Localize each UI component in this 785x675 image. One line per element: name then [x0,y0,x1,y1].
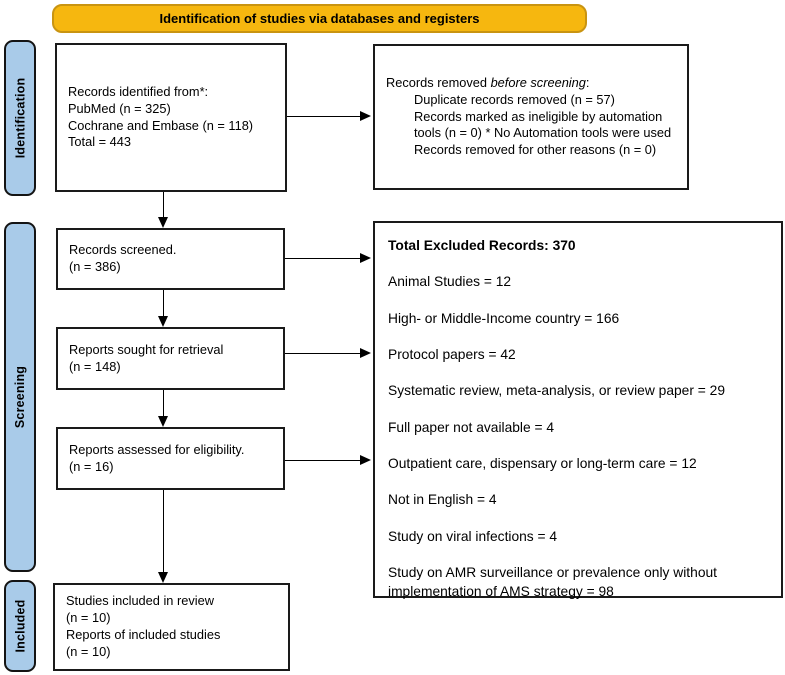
arrow-identified-to-screened-line [163,192,164,218]
box-records-identified-line: Records identified from*: [68,83,209,99]
sidebar-stage-included [4,580,36,672]
box-records-identified-line: Total = 443 [68,134,131,150]
arrow-identified-to-removed-line [287,116,361,117]
box-reports-sought-line: (n = 148) [69,358,121,374]
box-records-identified [55,43,287,192]
excluded-reason: Study on viral infections = 4 [388,528,558,544]
arrow-sought-to-assessed-line [163,390,164,417]
box-studies-included-line: Reports of included studies [66,627,221,642]
excluded-reason: Systematic review, meta-analysis, or review paper = 29 [388,383,726,399]
arrow-assessed-to-included-head [158,572,168,583]
box-studies-included [53,583,290,671]
excluded-reason: Outpatient care, dispensary or long-term care = 12 [388,455,697,471]
box-reports-assessed [56,427,285,490]
arrow-assessed-to-excluded-head [360,455,371,465]
arrow-sought-to-excluded-head [360,348,371,358]
excluded-reason: Not in English = 4 [388,492,497,508]
box-reports-sought-line: Reports sought for retrieval [69,341,224,357]
arrow-sought-to-assessed-head [158,416,168,427]
excluded-reason: Protocol papers = 42 [388,346,516,362]
banner-identification-of-studies [52,4,587,33]
sidebar-stage-screening-label: Screening [13,365,27,429]
box-records-screened [56,228,285,290]
excluded-reason: Study on AMR surveillance or prevalence only without implementation of AMS strategy = 98 [388,564,717,600]
box-reports-sought [56,327,285,390]
box-reports-assessed-line: Reports assessed for eligibility. [69,441,245,457]
sidebar-stage-included-label: Included [13,599,27,653]
sidebar-stage-identification-label: Identification [13,77,28,159]
records-removed-reason: Records marked as ineligible by automation tools (n = 0) * No Automation tools were used [414,108,672,141]
box-records-identified-line: Cochrane and Embase (n = 118) [68,117,254,133]
records-removed-intro-italic: before screening [490,74,586,90]
records-removed-reason: Records removed for other reasons (n = 0) [414,142,657,158]
sidebar-stage-screening [4,222,36,572]
box-records-screened-line: (n = 386) [69,259,121,274]
box-records-identified-line: PubMed (n = 325) [68,100,171,116]
box-studies-included-line: Studies included in review [66,593,214,609]
arrow-sought-to-excluded-line [285,353,361,354]
box-total-excluded [373,221,783,598]
arrow-assessed-to-excluded-line [285,460,361,461]
box-records-removed [373,44,689,190]
arrow-screened-to-excluded-line [285,258,361,259]
records-removed-reason: Duplicate records removed (n = 57) [414,91,615,107]
excluded-reason: Full paper not available = 4 [388,419,555,435]
records-removed-intro-suffix: : [585,74,590,90]
box-studies-included-line: (n = 10) [66,643,111,659]
arrow-identified-to-removed-head [360,111,371,121]
arrow-screened-to-sought-head [158,316,168,327]
excluded-title: Total Excluded Records: 370 [388,238,576,253]
records-removed-reasons [414,92,679,160]
excluded-reason: Animal Studies = 12 [388,274,512,290]
excluded-reason: High- or Middle-Income country = 166 [388,310,620,326]
banner-label: Identification of studies via databases and registers [159,11,480,26]
box-records-removed-intro [386,75,679,92]
arrow-identified-to-screened-head [158,217,168,228]
arrow-assessed-to-included-line [163,490,164,573]
box-reports-assessed-line: (n = 16) [69,458,114,474]
box-studies-included-line: (n = 10) [66,610,111,626]
arrow-screened-to-sought-line [163,290,164,317]
box-records-screened-line: Records screened. [69,242,177,258]
arrow-screened-to-excluded-head [360,253,371,263]
sidebar-stage-identification [4,40,36,196]
records-removed-intro-prefix: Records removed [386,74,491,90]
